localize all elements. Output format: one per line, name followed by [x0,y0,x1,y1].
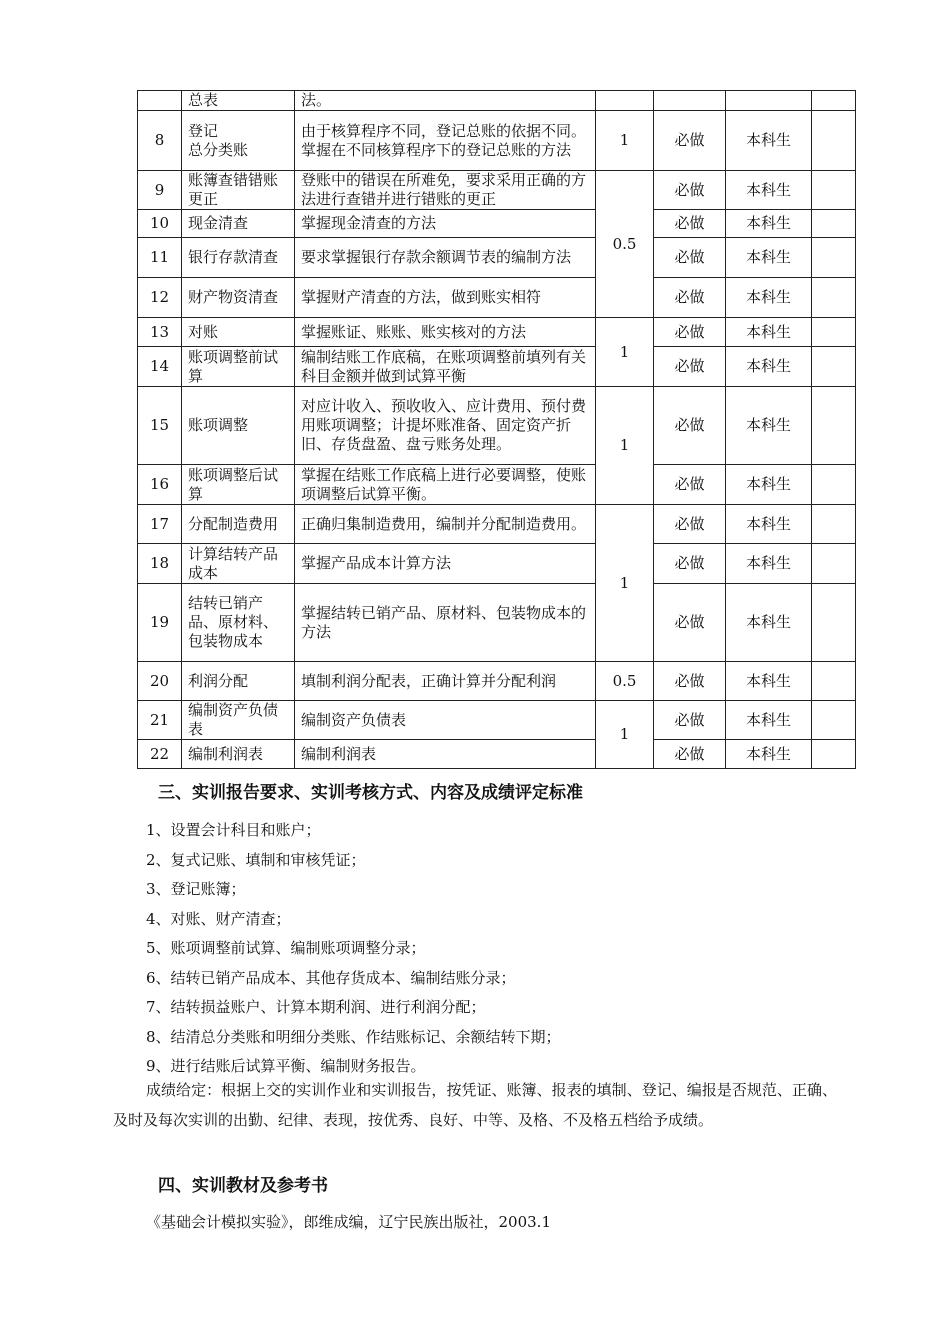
task-type: 必做 [654,318,726,347]
task-number: 22 [138,740,182,769]
task-number [138,91,182,111]
task-name: 编制资产负债表 [182,701,295,740]
task-type: 必做 [654,238,726,278]
task-name: 总表 [182,91,295,111]
task-hours: 1 [596,505,654,662]
task-type: 必做 [654,111,726,171]
task-name: 账簿查错错账更正 [182,171,295,210]
table-row [138,584,856,662]
task-hours: 1 [596,387,654,505]
task-content: 编制资产负债表 [295,701,596,740]
list-item: 1、设置会计科目和账户； [146,821,321,839]
task-extra [812,740,856,769]
task-number: 17 [138,505,182,544]
task-extra [812,701,856,740]
section-3-heading: 三、实训报告要求、实训考核方式、内容及成绩评定标准 [158,783,583,803]
table-row [138,171,856,210]
task-content: 正确归集制造费用，编制并分配制造费用。 [295,505,596,544]
table-row [138,662,856,701]
list-item: 9、进行结账后试算平衡、编制财务报告。 [146,1057,426,1075]
task-content: 填制利润分配表，正确计算并分配利润 [295,662,596,701]
task-number: 10 [138,210,182,238]
task-name: 现金清查 [182,210,295,238]
task-type: 必做 [654,465,726,505]
task-type [654,91,726,111]
task-number: 13 [138,318,182,347]
reference-book: 《基础会计模拟实验》，郎维成编，辽宁民族出版社，2003.1 [146,1213,551,1231]
task-hours: 1 [596,701,654,769]
task-level: 本科生 [726,238,812,278]
task-content: 由于核算程序不同，登记总账的依据不同。掌握在不同核算程序下的登记总账的方法 [295,111,596,171]
task-hours: 1 [596,111,654,171]
task-type: 必做 [654,505,726,544]
task-number: 18 [138,544,182,584]
task-hours [596,91,654,111]
task-extra [812,505,856,544]
task-level: 本科生 [726,584,812,662]
task-number: 20 [138,662,182,701]
task-content: 法。 [295,91,596,111]
task-type: 必做 [654,347,726,387]
task-extra [812,347,856,387]
task-content: 掌握账证、账账、账实核对的方法 [295,318,596,347]
table-row [138,278,856,318]
task-number: 9 [138,171,182,210]
task-type: 必做 [654,584,726,662]
task-name: 对账 [182,318,295,347]
list-item: 5、账项调整前试算、编制账项调整分录； [146,939,426,957]
task-type: 必做 [654,662,726,701]
task-name: 登记 总分类账 [182,111,295,171]
task-hours: 1 [596,318,654,387]
task-extra [812,662,856,701]
task-name: 结转已销产品、原材料、包装物成本 [182,584,295,662]
task-type: 必做 [654,544,726,584]
table-row [138,318,856,347]
task-level: 本科生 [726,347,812,387]
task-name: 账项调整 [182,387,295,465]
task-level [726,91,812,111]
table-row [138,505,856,544]
task-level: 本科生 [726,278,812,318]
task-number: 12 [138,278,182,318]
task-content: 掌握在结账工作底稿上进行必要调整，使账项调整后试算平衡。 [295,465,596,505]
task-type: 必做 [654,278,726,318]
list-item: 3、登记账簿； [146,880,246,898]
task-name: 账项调整后试算 [182,465,295,505]
table-row [138,544,856,584]
task-level: 本科生 [726,740,812,769]
task-level: 本科生 [726,662,812,701]
task-extra [812,584,856,662]
task-type: 必做 [654,210,726,238]
task-extra [812,465,856,505]
task-level: 本科生 [726,505,812,544]
task-type: 必做 [654,701,726,740]
task-number: 14 [138,347,182,387]
task-level: 本科生 [726,171,812,210]
task-name: 编制利润表 [182,740,295,769]
task-type: 必做 [654,387,726,465]
task-number: 15 [138,387,182,465]
task-name: 财产物资清查 [182,278,295,318]
task-extra [812,318,856,347]
task-extra [812,387,856,465]
task-type: 必做 [654,171,726,210]
table-row [138,701,856,740]
list-item: 8、结清总分类账和明细分类账、作结账标记、余额结转下期； [146,1027,561,1046]
task-name: 利润分配 [182,662,295,701]
task-number: 8 [138,111,182,171]
task-extra [812,91,856,111]
task-level: 本科生 [726,701,812,740]
table-row [138,740,856,769]
task-content: 登账中的错误在所难免，要求采用正确的方法进行查错并进行错账的更正 [295,171,596,210]
table-row [138,111,856,171]
task-content: 要求掌握银行存款余额调节表的编制方法 [295,238,596,278]
task-content: 编制利润表 [295,740,596,769]
list-item: 4、对账、财产清查； [146,909,291,928]
table-row [138,210,856,238]
table-row [138,91,856,111]
task-level: 本科生 [726,318,812,347]
task-content: 对应计收入、预收收入、应计费用、预付费用账项调整；计提坏账准备、固定资产折旧、存货盘盈、盘亏账务处理。 [295,387,596,465]
task-name: 分配制造费用 [182,505,295,544]
task-type: 必做 [654,740,726,769]
task-level: 本科生 [726,544,812,584]
task-extra [812,238,856,278]
list-item: 2、复式记账、填制和审核凭证； [146,850,366,869]
task-extra [812,278,856,318]
task-extra [812,111,856,171]
task-name: 账项调整前试算 [182,347,295,387]
task-hours: 0.5 [596,171,654,318]
task-hours: 0.5 [596,662,654,701]
task-level: 本科生 [726,210,812,238]
task-content: 掌握产品成本计算方法 [295,544,596,584]
table-row [138,465,856,505]
task-name: 计算结转产品成本 [182,544,295,584]
task-number: 11 [138,238,182,278]
list-item: 6、结转已销产品成本、其他存货成本、编制结账分录； [146,968,516,987]
task-content: 掌握结转已销产品、原材料、包装物成本的方法 [295,584,596,662]
task-extra [812,171,856,210]
table-row [138,238,856,278]
task-number: 19 [138,584,182,662]
task-level: 本科生 [726,111,812,171]
table-row [138,347,856,387]
task-extra [812,210,856,238]
table-row [138,387,856,465]
grading-paragraph: 成绩给定：根据上交的实训作业和实训报告，按凭证、账簿、报表的填制、登记、编报是否规范、正确、及时及每次实训的出勤、纪律、表现，按优秀、良好、中等、及格、不及格五档给予成绩。 [113,1081,837,1129]
task-extra [812,544,856,584]
list-item: 7、结转损益账户、计算本期利润、进行利润分配； [146,998,486,1016]
task-content: 掌握财产清查的方法，做到账实相符 [295,278,596,318]
task-level: 本科生 [726,465,812,505]
training-tasks-table [137,90,856,769]
task-number: 21 [138,701,182,740]
task-name: 银行存款清查 [182,238,295,278]
task-content: 编制结账工作底稿，在账项调整前填列有关科目金额并做到试算平衡 [295,347,596,387]
task-content: 掌握现金清查的方法 [295,210,596,238]
requirements-list [146,816,561,1082]
task-level: 本科生 [726,387,812,465]
task-number: 16 [138,465,182,505]
section-4-heading: 四、实训教材及参考书 [158,1176,328,1196]
